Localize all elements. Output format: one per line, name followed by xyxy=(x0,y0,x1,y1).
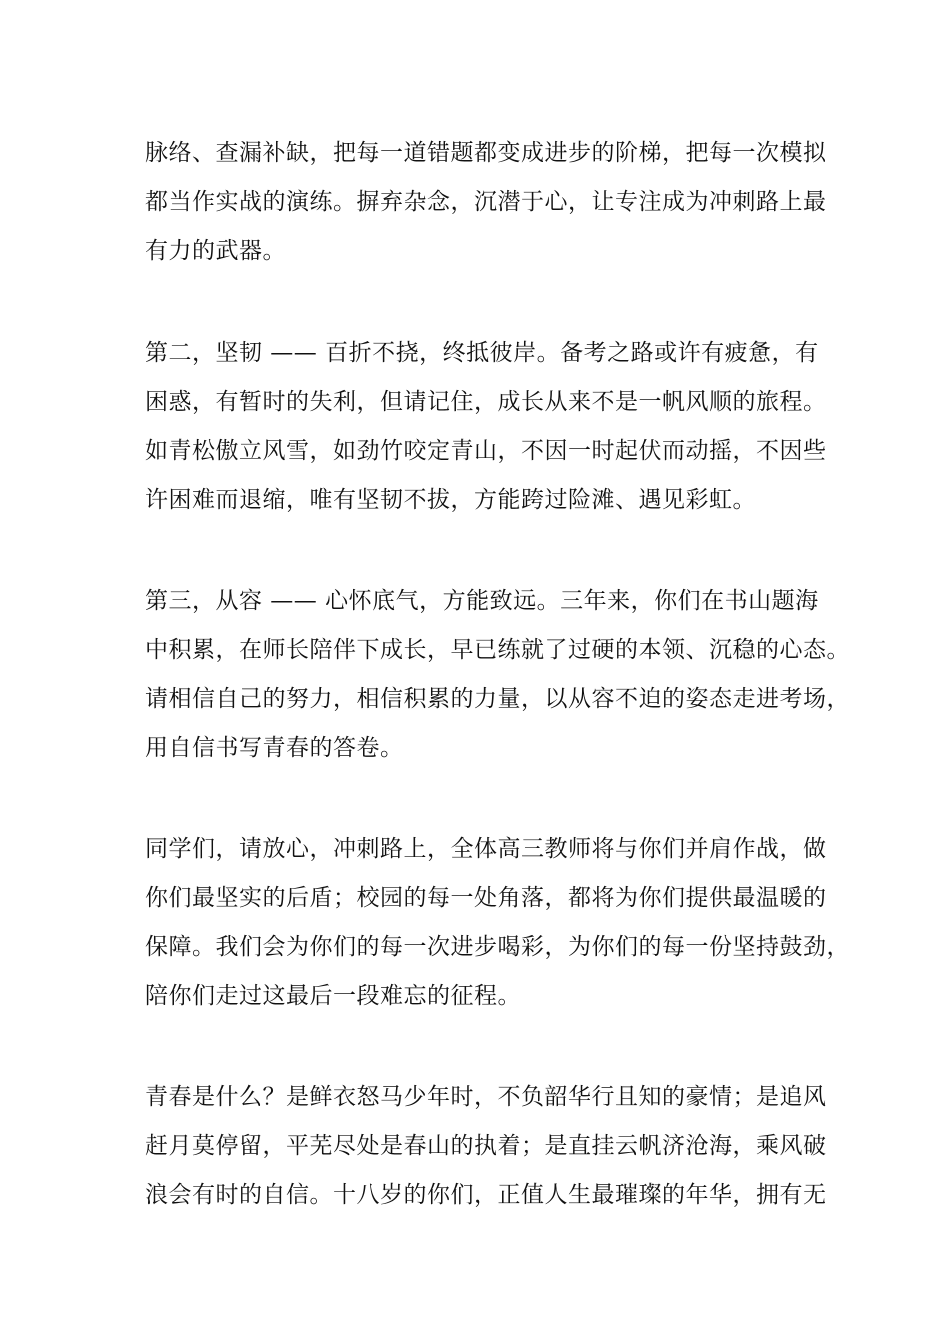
paragraph-5-line-2: 赶月莫停留，平芜尽处是春山的执着；是直挂云帆济沧海，乘风破 xyxy=(145,1133,827,1159)
paragraph-5-line-1: 青春是什么？是鲜衣怒马少年时，不负韶华行且知的豪情；是追风 xyxy=(145,1084,827,1110)
paragraph-1-line-3: 有力的武器。 xyxy=(145,238,286,264)
paragraph-2-line-3: 如青松傲立风雪，如劲竹咬定青山，不因一时起伏而动摇，不因些 xyxy=(145,438,827,464)
paragraph-2-line-1: 第二，坚韧 —— 百折不挠，终抵彼岸。备考之路或许有疲惫，有 xyxy=(145,340,819,366)
paragraph-4-line-2: 你们最坚实的后盾；校园的每一处角落，都将为你们提供最温暖的 xyxy=(145,885,827,911)
paragraph-1-line-2: 都当作实战的演练。摒弃杂念，沉潜于心，让专注成为冲刺路上最 xyxy=(145,189,827,215)
paragraph-4-line-3: 保障。我们会为你们的每一次进步喝彩，为你们的每一份坚持鼓劲， xyxy=(145,934,850,960)
paragraph-3-line-2: 中积累，在师长陪伴下成长，早已练就了过硬的本领、沉稳的心态。 xyxy=(145,637,850,663)
paragraph-2-line-4: 许困难而退缩，唯有坚韧不拔，方能跨过险滩、遇见彩虹。 xyxy=(145,487,756,513)
paragraph-3-line-4: 用自信书写青春的答卷。 xyxy=(145,735,404,761)
paragraph-4-line-1: 同学们，请放心，冲刺路上，全体高三教师将与你们并肩作战，做 xyxy=(145,836,827,862)
paragraph-4-line-4: 陪你们走过这最后一段难忘的征程。 xyxy=(145,983,521,1009)
paragraph-3-line-1: 第三，从容 —— 心怀底气，方能致远。三年来，你们在书山题海 xyxy=(145,588,819,614)
paragraph-3-line-3: 请相信自己的努力，相信积累的力量，以从容不迫的姿态走进考场， xyxy=(145,686,850,712)
paragraph-2-line-2: 困惑，有暂时的失利，但请记住，成长从来不是一帆风顺的旅程。 xyxy=(145,389,827,415)
paragraph-1-line-1: 脉络、查漏补缺，把每一道错题都变成进步的阶梯，把每一次模拟 xyxy=(145,140,827,166)
paragraph-5-line-3: 浪会有时的自信。十八岁的你们，正值人生最璀璨的年华，拥有无 xyxy=(145,1182,827,1208)
